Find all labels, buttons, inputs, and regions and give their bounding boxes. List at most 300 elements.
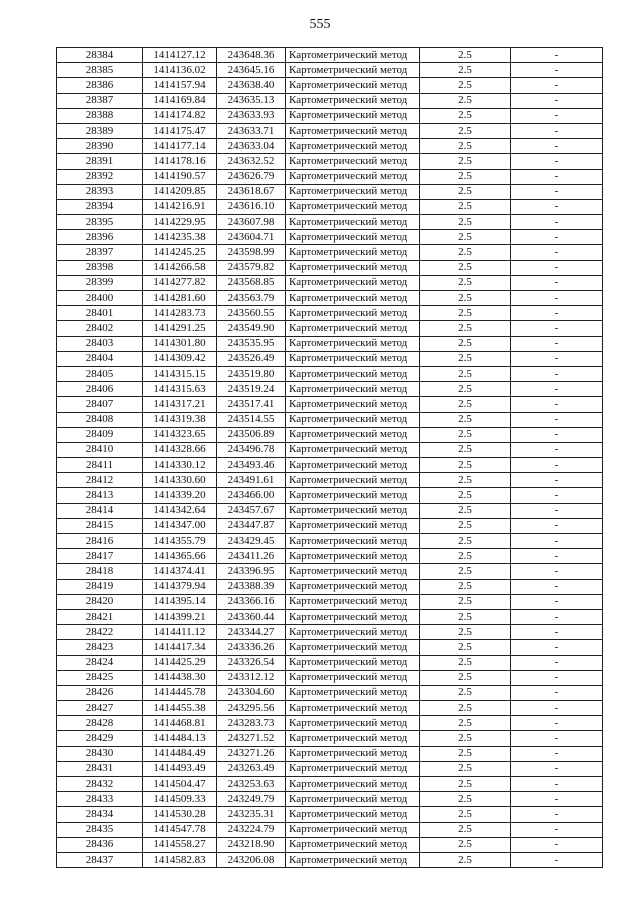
point-number-cell: 28436 — [57, 837, 143, 852]
description-cell: - — [511, 230, 603, 245]
y-coordinate-cell: 243283.73 — [217, 716, 286, 731]
y-coordinate-cell: 243635.13 — [217, 93, 286, 108]
table-row — [57, 807, 603, 822]
table-row — [57, 473, 603, 488]
point-number-cell: 28404 — [57, 351, 143, 366]
description-cell: - — [511, 609, 603, 624]
method-cell: Картометрический метод — [286, 169, 420, 184]
x-coordinate-cell: 1414245.25 — [143, 245, 217, 260]
description-cell: - — [511, 306, 603, 321]
point-number-cell: 28400 — [57, 291, 143, 306]
y-coordinate-cell: 243535.95 — [217, 336, 286, 351]
x-coordinate-cell: 1414209.85 — [143, 184, 217, 199]
x-coordinate-cell: 1414342.64 — [143, 503, 217, 518]
accuracy-cell: 2.5 — [420, 716, 511, 731]
point-number-cell: 28401 — [57, 306, 143, 321]
accuracy-cell: 2.5 — [420, 822, 511, 837]
y-coordinate-cell: 243519.80 — [217, 366, 286, 381]
description-cell: - — [511, 291, 603, 306]
accuracy-cell: 2.5 — [420, 837, 511, 852]
accuracy-cell: 2.5 — [420, 245, 511, 260]
description-cell: - — [511, 412, 603, 427]
x-coordinate-cell: 1414328.66 — [143, 442, 217, 457]
x-coordinate-cell: 1414484.13 — [143, 731, 217, 746]
x-coordinate-cell: 1414315.15 — [143, 366, 217, 381]
method-cell: Картометрический метод — [286, 807, 420, 822]
point-number-cell: 28387 — [57, 93, 143, 108]
point-number-cell: 28429 — [57, 731, 143, 746]
point-number-cell: 28417 — [57, 549, 143, 564]
table-row — [57, 488, 603, 503]
point-number-cell: 28421 — [57, 609, 143, 624]
method-cell: Картометрический метод — [286, 48, 420, 63]
point-number-cell: 28434 — [57, 807, 143, 822]
accuracy-cell: 2.5 — [420, 852, 511, 867]
point-number-cell: 28433 — [57, 792, 143, 807]
x-coordinate-cell: 1414317.21 — [143, 397, 217, 412]
table-row — [57, 427, 603, 442]
description-cell: - — [511, 336, 603, 351]
accuracy-cell: 2.5 — [420, 230, 511, 245]
x-coordinate-cell: 1414379.94 — [143, 579, 217, 594]
x-coordinate-cell: 1414319.38 — [143, 412, 217, 427]
x-coordinate-cell: 1414438.30 — [143, 670, 217, 685]
y-coordinate-cell: 243206.08 — [217, 852, 286, 867]
y-coordinate-cell: 243344.27 — [217, 625, 286, 640]
description-cell: - — [511, 594, 603, 609]
method-cell: Картометрический метод — [286, 458, 420, 473]
point-number-cell: 28424 — [57, 655, 143, 670]
y-coordinate-cell: 243411.26 — [217, 549, 286, 564]
y-coordinate-cell: 243326.54 — [217, 655, 286, 670]
table-row — [57, 63, 603, 78]
y-coordinate-cell: 243633.04 — [217, 139, 286, 154]
point-number-cell: 28394 — [57, 199, 143, 214]
accuracy-cell: 2.5 — [420, 518, 511, 533]
method-cell: Картометрический метод — [286, 518, 420, 533]
table-row — [57, 746, 603, 761]
description-cell: - — [511, 427, 603, 442]
table-row — [57, 761, 603, 776]
description-cell: - — [511, 549, 603, 564]
method-cell: Картометрический метод — [286, 488, 420, 503]
x-coordinate-cell: 1414323.65 — [143, 427, 217, 442]
y-coordinate-cell: 243607.98 — [217, 215, 286, 230]
table-row — [57, 609, 603, 624]
table-row — [57, 640, 603, 655]
table-row — [57, 199, 603, 214]
x-coordinate-cell: 1414374.41 — [143, 564, 217, 579]
x-coordinate-cell: 1414277.82 — [143, 275, 217, 290]
x-coordinate-cell: 1414281.60 — [143, 291, 217, 306]
method-cell: Картометрический метод — [286, 655, 420, 670]
table-row — [57, 534, 603, 549]
method-cell: Картометрический метод — [286, 670, 420, 685]
table-row — [57, 837, 603, 852]
point-number-cell: 28415 — [57, 518, 143, 533]
x-coordinate-cell: 1414558.27 — [143, 837, 217, 852]
y-coordinate-cell: 243506.89 — [217, 427, 286, 442]
table-row — [57, 655, 603, 670]
y-coordinate-cell: 243312.12 — [217, 670, 286, 685]
y-coordinate-cell: 243295.56 — [217, 701, 286, 716]
accuracy-cell: 2.5 — [420, 655, 511, 670]
y-coordinate-cell: 243366.16 — [217, 594, 286, 609]
y-coordinate-cell: 243360.44 — [217, 609, 286, 624]
table-row — [57, 518, 603, 533]
point-number-cell: 28412 — [57, 473, 143, 488]
method-cell: Картометрический метод — [286, 837, 420, 852]
y-coordinate-cell: 243560.55 — [217, 306, 286, 321]
method-cell: Картометрический метод — [286, 609, 420, 624]
method-cell: Картометрический метод — [286, 139, 420, 154]
point-number-cell: 28425 — [57, 670, 143, 685]
accuracy-cell: 2.5 — [420, 609, 511, 624]
point-number-cell: 28428 — [57, 716, 143, 731]
point-number-cell: 28413 — [57, 488, 143, 503]
x-coordinate-cell: 1414504.47 — [143, 777, 217, 792]
table-row — [57, 169, 603, 184]
description-cell: - — [511, 108, 603, 123]
point-number-cell: 28416 — [57, 534, 143, 549]
description-cell: - — [511, 169, 603, 184]
x-coordinate-cell: 1414355.79 — [143, 534, 217, 549]
description-cell: - — [511, 139, 603, 154]
table-row — [57, 78, 603, 93]
y-coordinate-cell: 243626.79 — [217, 169, 286, 184]
point-number-cell: 28430 — [57, 746, 143, 761]
x-coordinate-cell: 1414157.94 — [143, 78, 217, 93]
accuracy-cell: 2.5 — [420, 670, 511, 685]
accuracy-cell: 2.5 — [420, 685, 511, 700]
table-row — [57, 685, 603, 700]
accuracy-cell: 2.5 — [420, 473, 511, 488]
description-cell: - — [511, 154, 603, 169]
description-cell: - — [511, 245, 603, 260]
point-number-cell: 28414 — [57, 503, 143, 518]
point-number-cell: 28393 — [57, 184, 143, 199]
x-coordinate-cell: 1414395.14 — [143, 594, 217, 609]
y-coordinate-cell: 243648.36 — [217, 48, 286, 63]
y-coordinate-cell: 243388.39 — [217, 579, 286, 594]
x-coordinate-cell: 1414229.95 — [143, 215, 217, 230]
y-coordinate-cell: 243632.52 — [217, 154, 286, 169]
x-coordinate-cell: 1414330.60 — [143, 473, 217, 488]
x-coordinate-cell: 1414399.21 — [143, 609, 217, 624]
y-coordinate-cell: 243616.10 — [217, 199, 286, 214]
x-coordinate-cell: 1414216.91 — [143, 199, 217, 214]
x-coordinate-cell: 1414509.33 — [143, 792, 217, 807]
y-coordinate-cell: 243253.63 — [217, 777, 286, 792]
table-row — [57, 792, 603, 807]
accuracy-cell: 2.5 — [420, 397, 511, 412]
description-cell: - — [511, 837, 603, 852]
x-coordinate-cell: 1414339.20 — [143, 488, 217, 503]
table-row — [57, 154, 603, 169]
point-number-cell: 28407 — [57, 397, 143, 412]
y-coordinate-cell: 243519.24 — [217, 382, 286, 397]
point-number-cell: 28420 — [57, 594, 143, 609]
y-coordinate-cell: 243604.71 — [217, 230, 286, 245]
table-row — [57, 321, 603, 336]
y-coordinate-cell: 243235.31 — [217, 807, 286, 822]
table-row — [57, 458, 603, 473]
accuracy-cell: 2.5 — [420, 579, 511, 594]
point-number-cell: 28427 — [57, 701, 143, 716]
method-cell: Картометрический метод — [286, 822, 420, 837]
page-number: 555 — [309, 17, 331, 32]
description-cell: - — [511, 807, 603, 822]
x-coordinate-cell: 1414178.16 — [143, 154, 217, 169]
table-row — [57, 306, 603, 321]
accuracy-cell: 2.5 — [420, 351, 511, 366]
method-cell: Картометрический метод — [286, 625, 420, 640]
description-cell: - — [511, 93, 603, 108]
description-cell: - — [511, 852, 603, 867]
method-cell: Картометрический метод — [286, 336, 420, 351]
description-cell: - — [511, 701, 603, 716]
table-row — [57, 777, 603, 792]
table-row — [57, 625, 603, 640]
accuracy-cell: 2.5 — [420, 807, 511, 822]
table-row — [57, 579, 603, 594]
x-coordinate-cell: 1414127.12 — [143, 48, 217, 63]
x-coordinate-cell: 1414136.02 — [143, 63, 217, 78]
description-cell: - — [511, 184, 603, 199]
coordinates-table — [56, 47, 603, 868]
y-coordinate-cell: 243263.49 — [217, 761, 286, 776]
y-coordinate-cell: 243549.90 — [217, 321, 286, 336]
x-coordinate-cell: 1414455.38 — [143, 701, 217, 716]
table-row — [57, 397, 603, 412]
description-cell: - — [511, 731, 603, 746]
description-cell: - — [511, 48, 603, 63]
accuracy-cell: 2.5 — [420, 792, 511, 807]
description-cell: - — [511, 777, 603, 792]
y-coordinate-cell: 243491.61 — [217, 473, 286, 488]
y-coordinate-cell: 243568.85 — [217, 275, 286, 290]
y-coordinate-cell: 243645.16 — [217, 63, 286, 78]
point-number-cell: 28399 — [57, 275, 143, 290]
accuracy-cell: 2.5 — [420, 625, 511, 640]
accuracy-cell: 2.5 — [420, 564, 511, 579]
description-cell: - — [511, 640, 603, 655]
accuracy-cell: 2.5 — [420, 78, 511, 93]
point-number-cell: 28390 — [57, 139, 143, 154]
method-cell: Картометрический метод — [286, 792, 420, 807]
point-number-cell: 28410 — [57, 442, 143, 457]
y-coordinate-cell: 243598.99 — [217, 245, 286, 260]
table-row — [57, 701, 603, 716]
description-cell: - — [511, 488, 603, 503]
y-coordinate-cell: 243526.49 — [217, 351, 286, 366]
description-cell: - — [511, 215, 603, 230]
point-number-cell: 28388 — [57, 108, 143, 123]
method-cell: Картометрический метод — [286, 245, 420, 260]
description-cell: - — [511, 473, 603, 488]
table-row — [57, 351, 603, 366]
accuracy-cell: 2.5 — [420, 123, 511, 138]
point-number-cell: 28437 — [57, 852, 143, 867]
x-coordinate-cell: 1414547.78 — [143, 822, 217, 837]
method-cell: Картометрический метод — [286, 260, 420, 275]
method-cell: Картометрический метод — [286, 503, 420, 518]
method-cell: Картометрический метод — [286, 63, 420, 78]
table-row — [57, 670, 603, 685]
method-cell: Картометрический метод — [286, 579, 420, 594]
table-row — [57, 366, 603, 381]
x-coordinate-cell: 1414169.84 — [143, 93, 217, 108]
x-coordinate-cell: 1414425.29 — [143, 655, 217, 670]
accuracy-cell: 2.5 — [420, 731, 511, 746]
accuracy-cell: 2.5 — [420, 442, 511, 457]
accuracy-cell: 2.5 — [420, 427, 511, 442]
y-coordinate-cell: 243579.82 — [217, 260, 286, 275]
table-row — [57, 260, 603, 275]
y-coordinate-cell: 243218.90 — [217, 837, 286, 852]
description-cell: - — [511, 351, 603, 366]
table-row — [57, 108, 603, 123]
table-row — [57, 139, 603, 154]
point-number-cell: 28391 — [57, 154, 143, 169]
accuracy-cell: 2.5 — [420, 777, 511, 792]
x-coordinate-cell: 1414177.14 — [143, 139, 217, 154]
accuracy-cell: 2.5 — [420, 93, 511, 108]
point-number-cell: 28402 — [57, 321, 143, 336]
description-cell: - — [511, 716, 603, 731]
y-coordinate-cell: 243249.79 — [217, 792, 286, 807]
y-coordinate-cell: 243429.45 — [217, 534, 286, 549]
x-coordinate-cell: 1414190.57 — [143, 169, 217, 184]
description-cell: - — [511, 366, 603, 381]
accuracy-cell: 2.5 — [420, 640, 511, 655]
description-cell: - — [511, 564, 603, 579]
y-coordinate-cell: 243304.60 — [217, 685, 286, 700]
accuracy-cell: 2.5 — [420, 108, 511, 123]
method-cell: Картометрический метод — [286, 761, 420, 776]
point-number-cell: 28411 — [57, 458, 143, 473]
description-cell: - — [511, 123, 603, 138]
y-coordinate-cell: 243271.26 — [217, 746, 286, 761]
table-row — [57, 549, 603, 564]
x-coordinate-cell: 1414175.47 — [143, 123, 217, 138]
point-number-cell: 28397 — [57, 245, 143, 260]
x-coordinate-cell: 1414330.12 — [143, 458, 217, 473]
accuracy-cell: 2.5 — [420, 306, 511, 321]
method-cell: Картометрический метод — [286, 412, 420, 427]
table-row — [57, 184, 603, 199]
y-coordinate-cell: 243514.55 — [217, 412, 286, 427]
point-number-cell: 28392 — [57, 169, 143, 184]
x-coordinate-cell: 1414266.58 — [143, 260, 217, 275]
table-row — [57, 291, 603, 306]
table-row — [57, 822, 603, 837]
description-cell: - — [511, 199, 603, 214]
x-coordinate-cell: 1414493.49 — [143, 761, 217, 776]
point-number-cell: 28396 — [57, 230, 143, 245]
method-cell: Картометрический метод — [286, 78, 420, 93]
accuracy-cell: 2.5 — [420, 199, 511, 214]
y-coordinate-cell: 243618.67 — [217, 184, 286, 199]
point-number-cell: 28384 — [57, 48, 143, 63]
description-cell: - — [511, 321, 603, 336]
point-number-cell: 28423 — [57, 640, 143, 655]
y-coordinate-cell: 243224.79 — [217, 822, 286, 837]
description-cell: - — [511, 458, 603, 473]
point-number-cell: 28406 — [57, 382, 143, 397]
y-coordinate-cell: 243396.95 — [217, 564, 286, 579]
x-coordinate-cell: 1414417.34 — [143, 640, 217, 655]
accuracy-cell: 2.5 — [420, 382, 511, 397]
table-row — [57, 503, 603, 518]
accuracy-cell: 2.5 — [420, 488, 511, 503]
y-coordinate-cell: 243496.78 — [217, 442, 286, 457]
description-cell: - — [511, 579, 603, 594]
accuracy-cell: 2.5 — [420, 761, 511, 776]
table-row — [57, 731, 603, 746]
table-row — [57, 852, 603, 867]
x-coordinate-cell: 1414291.25 — [143, 321, 217, 336]
table-row — [57, 336, 603, 351]
x-coordinate-cell: 1414445.78 — [143, 685, 217, 700]
table-row — [57, 215, 603, 230]
y-coordinate-cell: 243633.93 — [217, 108, 286, 123]
table-row — [57, 123, 603, 138]
method-cell: Картометрический метод — [286, 685, 420, 700]
y-coordinate-cell: 243493.46 — [217, 458, 286, 473]
y-coordinate-cell: 243517.41 — [217, 397, 286, 412]
method-cell: Картометрический метод — [286, 230, 420, 245]
y-coordinate-cell: 243638.40 — [217, 78, 286, 93]
method-cell: Картометрический метод — [286, 746, 420, 761]
description-cell: - — [511, 503, 603, 518]
accuracy-cell: 2.5 — [420, 321, 511, 336]
y-coordinate-cell: 243466.00 — [217, 488, 286, 503]
table-row — [57, 716, 603, 731]
y-coordinate-cell: 243271.52 — [217, 731, 286, 746]
accuracy-cell: 2.5 — [420, 184, 511, 199]
description-cell: - — [511, 382, 603, 397]
y-coordinate-cell: 243336.26 — [217, 640, 286, 655]
point-number-cell: 28435 — [57, 822, 143, 837]
accuracy-cell: 2.5 — [420, 746, 511, 761]
point-number-cell: 28418 — [57, 564, 143, 579]
method-cell: Картометрический метод — [286, 275, 420, 290]
accuracy-cell: 2.5 — [420, 594, 511, 609]
point-number-cell: 28419 — [57, 579, 143, 594]
x-coordinate-cell: 1414235.38 — [143, 230, 217, 245]
description-cell: - — [511, 625, 603, 640]
point-number-cell: 28431 — [57, 761, 143, 776]
point-number-cell: 28409 — [57, 427, 143, 442]
x-coordinate-cell: 1414347.00 — [143, 518, 217, 533]
point-number-cell: 28432 — [57, 777, 143, 792]
description-cell: - — [511, 275, 603, 290]
method-cell: Картометрический метод — [286, 154, 420, 169]
x-coordinate-cell: 1414174.82 — [143, 108, 217, 123]
method-cell: Картометрический метод — [286, 549, 420, 564]
accuracy-cell: 2.5 — [420, 48, 511, 63]
point-number-cell: 28426 — [57, 685, 143, 700]
method-cell: Картометрический метод — [286, 184, 420, 199]
x-coordinate-cell: 1414411.12 — [143, 625, 217, 640]
accuracy-cell: 2.5 — [420, 503, 511, 518]
description-cell: - — [511, 534, 603, 549]
description-cell: - — [511, 761, 603, 776]
description-cell: - — [511, 518, 603, 533]
coordinates-table-body — [57, 48, 603, 868]
accuracy-cell: 2.5 — [420, 169, 511, 184]
